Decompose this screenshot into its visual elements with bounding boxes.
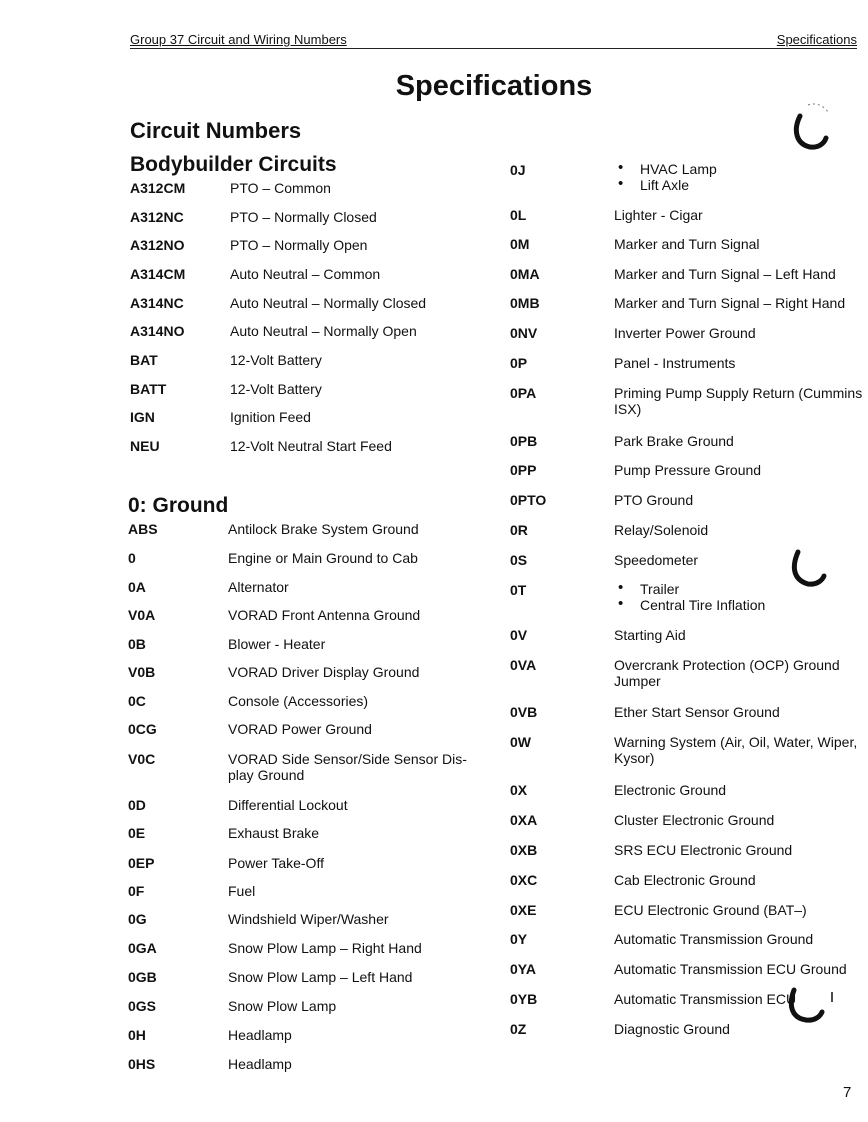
circuit-code: 0PTO <box>510 492 547 508</box>
circuit-description: Marker and Turn Signal – Left Hand <box>614 266 836 282</box>
circuit-code: 0Z <box>510 1021 527 1037</box>
binder-clip-mark <box>788 100 838 152</box>
bullet-item: • Trailer <box>614 581 864 597</box>
circuit-description: Snow Plow Lamp – Right Hand <box>228 940 422 956</box>
circuit-code: A314CM <box>130 266 186 282</box>
circuit-description: Ignition Feed <box>230 409 311 425</box>
circuit-description: Starting Aid <box>614 627 686 643</box>
circuit-code: 0PB <box>510 433 538 449</box>
circuit-description: VORAD Front Antenna Ground <box>228 607 421 623</box>
circuit-description: Overcrank Protection (OCP) Ground Jumper <box>614 657 840 689</box>
circuit-code: A312NO <box>130 237 185 253</box>
circuit-description: Antilock Brake System Ground <box>228 521 419 537</box>
circuit-description: Speedometer <box>614 552 699 568</box>
circuit-description: Windshield Wiper/Washer <box>228 911 389 927</box>
circuit-description: 12-Volt Neutral Start Feed <box>230 438 392 454</box>
circuit-code: A312CM <box>130 180 186 196</box>
circuit-code: 0XB <box>510 842 538 858</box>
circuit-code: 0A <box>128 579 146 595</box>
circuit-code: 0YA <box>510 961 536 977</box>
circuit-description: Headlamp <box>228 1056 292 1072</box>
page-title: Specifications <box>395 70 593 102</box>
header-section-title: Specifications <box>776 32 857 47</box>
circuit-description: Panel - Instruments <box>614 355 736 371</box>
circuit-code: 0XC <box>510 872 538 888</box>
binder-clip-mark <box>786 540 836 592</box>
circuit-code: 0J <box>510 162 526 178</box>
circuit-code: 0M <box>510 236 530 252</box>
circuit-code: 0V <box>510 627 528 643</box>
circuit-description: Engine or Main Ground to Cab <box>228 550 418 566</box>
circuit-code: IGN <box>130 409 155 425</box>
running-header <box>130 30 857 49</box>
circuit-code: V0B <box>128 664 156 680</box>
circuit-code: 0H <box>128 1027 146 1043</box>
bullet-list <box>614 161 864 193</box>
circuit-code: 0VB <box>510 704 538 720</box>
circuit-code: NEU <box>130 438 160 454</box>
circuit-description: Auto Neutral – Common <box>230 266 381 282</box>
circuit-description: PTO Ground <box>614 492 694 508</box>
circuit-code: 0GS <box>128 998 157 1014</box>
circuit-description: 12-Volt Battery <box>230 381 322 397</box>
circuit-description: Snow Plow Lamp <box>228 998 337 1014</box>
circuit-description: Diagnostic Ground <box>614 1021 730 1037</box>
circuit-description: PTO – Normally Closed <box>230 209 377 225</box>
circuit-code: 0P <box>510 355 528 371</box>
binder-clip-mark <box>784 984 840 1028</box>
circuit-code: 0S <box>510 552 528 568</box>
circuit-code: 0F <box>128 883 145 899</box>
circuit-code: 0GB <box>128 969 157 985</box>
circuit-description: Auto Neutral – Normally Closed <box>230 295 427 311</box>
circuit-code: BAT <box>130 352 158 368</box>
circuit-description: Console (Accessories) <box>228 693 369 709</box>
circuit-description: VORAD Side Sensor/Side Sensor Dis- play Ground <box>228 751 467 783</box>
circuit-description: Automatic Transmission Ground <box>614 931 814 947</box>
circuit-description: Park Brake Ground <box>614 433 734 449</box>
circuit-code: 0X <box>510 782 528 798</box>
bullet-item: • Central Tire Inflation <box>614 597 864 613</box>
circuit-code: 0VA <box>510 657 537 673</box>
circuit-description: Inverter Power Ground <box>614 325 756 341</box>
circuit-code: 0YB <box>510 991 538 1007</box>
circuit-description: 12-Volt Battery <box>230 352 322 368</box>
circuit-code: 0XE <box>510 902 537 918</box>
circuit-description: Ether Start Sensor Ground <box>614 704 780 720</box>
circuit-description: Marker and Turn Signal <box>614 236 760 252</box>
circuit-description: Pump Pressure Ground <box>614 462 762 478</box>
bullet-item: • Lift Axle <box>614 177 864 193</box>
circuit-description: Electronic Ground <box>614 782 727 798</box>
circuit-code: ABS <box>128 521 158 537</box>
circuit-code: 0E <box>128 825 146 841</box>
circuit-description: Fuel <box>228 883 256 899</box>
circuit-code: 0 <box>128 550 136 566</box>
circuit-description: PTO – Normally Open <box>230 237 368 253</box>
circuit-description: Relay/Solenoid <box>614 522 709 538</box>
circuit-code: 0HS <box>128 1056 156 1072</box>
circuit-code: 0PP <box>510 462 537 478</box>
circuit-code: 0G <box>128 911 147 927</box>
circuit-description: Warning System (Air, Oil, Water, Wiper, Kysor) <box>614 734 858 766</box>
circuit-description: Auto Neutral – Normally Open <box>230 323 417 339</box>
header-group-title: Group 37 Circuit and Wiring Numbers <box>130 32 347 47</box>
circuit-description: Lighter - Cigar <box>614 207 703 223</box>
circuit-code: 0MA <box>510 266 540 282</box>
circuit-description: Automatic Transmission ECU Ground <box>614 961 847 977</box>
circuit-code: V0C <box>128 751 156 767</box>
circuit-description: Marker and Turn Signal – Right Hand <box>614 295 846 311</box>
circuit-code: 0T <box>510 582 527 598</box>
circuit-description: VORAD Driver Display Ground <box>228 664 420 680</box>
circuit-code: 0MB <box>510 295 540 311</box>
circuit-description: Snow Plow Lamp – Left Hand <box>228 969 413 985</box>
circuit-code: 0CG <box>128 721 157 737</box>
bodybuilder-heading: Bodybuilder Circuits <box>130 153 337 176</box>
circuit-code: BATT <box>130 381 167 397</box>
circuit-code: 0R <box>510 522 528 538</box>
circuit-code: 0EP <box>128 855 155 871</box>
circuit-code: 0C <box>128 693 146 709</box>
page-number: 7 <box>843 1084 852 1101</box>
circuit-code: 0W <box>510 734 531 750</box>
circuit-code: A312NC <box>130 209 184 225</box>
section-heading: Circuit Numbers <box>130 118 302 143</box>
circuit-description: Power Take-Off <box>228 855 324 871</box>
circuit-code: A314NC <box>130 295 184 311</box>
circuit-description: Alternator <box>228 579 289 595</box>
circuit-code: 0B <box>128 636 146 652</box>
circuit-code: 0GA <box>128 940 157 956</box>
circuit-description: PTO – Common <box>230 180 331 196</box>
ground-heading: 0: Ground <box>128 494 229 517</box>
circuit-code: 0Y <box>510 931 528 947</box>
circuit-description: Exhaust Brake <box>228 825 320 841</box>
circuit-description: Priming Pump Supply Return (Cummins ISX) <box>614 385 863 417</box>
circuit-code: 0D <box>128 797 146 813</box>
circuit-code: A314NO <box>130 323 185 339</box>
circuit-description: SRS ECU Electronic Ground <box>614 842 793 858</box>
circuit-description: Differential Lockout <box>228 797 348 813</box>
circuit-description: Cluster Electronic Ground <box>614 812 775 828</box>
circuit-code: 0XA <box>510 812 538 828</box>
circuit-code: 0NV <box>510 325 538 341</box>
circuit-description: Headlamp <box>228 1027 292 1043</box>
circuit-code: V0A <box>128 607 156 623</box>
circuit-description: VORAD Power Ground <box>228 721 372 737</box>
circuit-description: Blower - Heater <box>228 636 326 652</box>
circuit-description: Automatic Transmission ECU <box>614 991 797 1007</box>
circuit-description: ECU Electronic Ground (BAT–) <box>614 902 807 918</box>
circuit-code: 0L <box>510 207 527 223</box>
circuit-description: Cab Electronic Ground <box>614 872 756 888</box>
circuit-code: 0PA <box>510 385 537 401</box>
bullet-item: • HVAC Lamp <box>614 161 864 177</box>
